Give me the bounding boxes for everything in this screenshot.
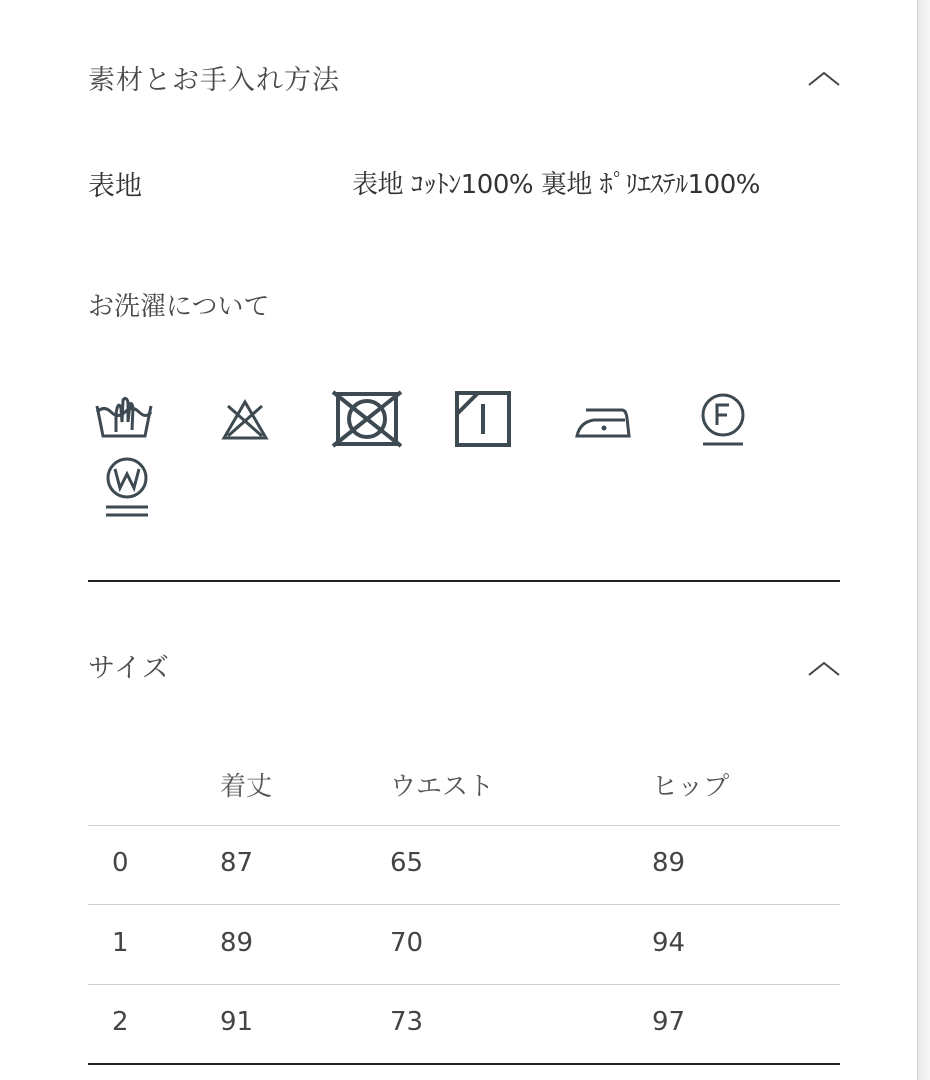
table-row-divider [88,904,840,905]
length-value: 89 [220,928,254,958]
size-label: 2 [112,1007,129,1037]
section-divider [88,580,840,582]
size-label: 1 [112,928,129,958]
collapse-size-chevron-icon[interactable] [806,658,842,678]
hip-value: 94 [652,928,686,958]
hip-value: 89 [652,848,686,878]
collapse-materials-chevron-icon[interactable] [806,68,842,88]
length-value: 87 [220,848,254,878]
waist-value: 65 [390,848,424,878]
hip-value: 97 [652,1007,686,1037]
table-row-divider [88,984,840,985]
wet-clean-w-icon [100,456,154,522]
fabric-label: 表地 [88,171,142,202]
materials-section-title: 素材とお手入れ方法 [88,65,340,96]
no-tumble-dry-icon [330,390,404,448]
length-value: 91 [220,1007,254,1037]
size-section-title: サイズ [88,653,170,684]
washing-title: お洗濯について [88,292,270,322]
low-iron-icon [574,400,632,440]
scroll-edge [917,0,930,1080]
column-header-hip: ヒップ [652,772,730,802]
waist-value: 70 [390,928,424,958]
no-bleach-icon [220,398,270,442]
line-dry-shade-icon [454,390,512,448]
table-bottom-divider [88,1063,840,1065]
fabric-value: 表地 ｺｯﾄﾝ100% 裏地 ﾎﾟﾘｴｽﾃﾙ100% [352,170,760,200]
column-header-waist: ウエスト [390,772,495,802]
hand-wash-icon [94,392,154,446]
dry-clean-f-icon [696,392,750,448]
size-label: 0 [112,848,129,878]
table-row-divider [88,825,840,826]
waist-value: 73 [390,1007,424,1037]
column-header-length: 着丈 [220,772,273,802]
